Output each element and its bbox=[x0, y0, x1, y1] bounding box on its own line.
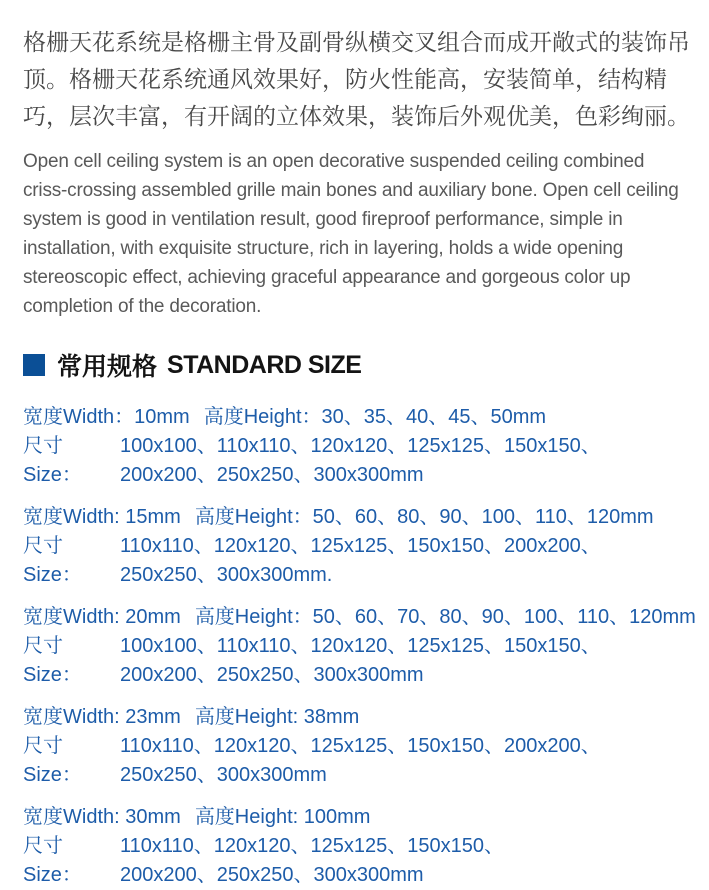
spec-dimension-line bbox=[23, 503, 689, 532]
height-label: 高度Height： bbox=[194, 506, 313, 528]
size-label: 尺寸Size： bbox=[23, 735, 82, 786]
spec-dimension-line bbox=[23, 803, 689, 832]
section-bullet-icon bbox=[23, 354, 45, 376]
section-title-zh: 常用规格 bbox=[57, 353, 158, 381]
height-label: 高度Height： bbox=[194, 606, 313, 628]
size-line: 250x250、300x300mm. bbox=[120, 564, 333, 586]
size-line: 100x100、110x110、120x120、125x125、150x150、 bbox=[120, 435, 601, 457]
spec-block-width-30mm bbox=[23, 803, 689, 890]
size-label: 尺寸Size： bbox=[23, 535, 82, 586]
width-label: 宽度Width: bbox=[23, 706, 120, 728]
spec-block-width-23mm bbox=[23, 703, 689, 790]
height-label: 高度Height: bbox=[194, 706, 299, 728]
size-line: 110x110、120x120、125x125、150x150、200x200、 bbox=[120, 735, 601, 757]
width-label: 宽度Width: bbox=[23, 606, 120, 628]
spec-block-width-10mm bbox=[23, 403, 689, 490]
height-value: 50、60、70、80、90、100、110、120mm bbox=[312, 606, 696, 628]
size-line: 250x250、300x300mm bbox=[120, 764, 327, 786]
size-line: 200x200、250x250、300x300mm bbox=[120, 864, 424, 886]
height-value: 50、60、80、90、100、110、120mm bbox=[312, 506, 654, 528]
size-label: 尺寸Size： bbox=[23, 835, 82, 886]
height-value: 38mm bbox=[298, 706, 360, 728]
spec-size-line bbox=[23, 832, 689, 890]
section-title-en: STANDARD SIZE bbox=[167, 350, 362, 379]
height-label: 高度Height： bbox=[203, 406, 322, 428]
height-label: 高度Height: bbox=[194, 806, 299, 828]
size-label: 尺寸Size： bbox=[23, 635, 82, 686]
width-value: 10mm bbox=[134, 406, 190, 428]
spec-block-width-20mm bbox=[23, 603, 696, 690]
spec-size-line bbox=[23, 732, 689, 790]
width-label: 宽度Width: bbox=[23, 506, 120, 528]
spec-block-width-15mm bbox=[23, 503, 689, 590]
height-value: 100mm bbox=[298, 806, 371, 828]
spec-dimension-line bbox=[23, 603, 696, 632]
spec-dimension-line bbox=[23, 703, 689, 732]
width-label: 宽度Width： bbox=[23, 406, 135, 428]
size-line: 110x110、120x120、125x125、150x150、 bbox=[120, 835, 504, 857]
width-value: 30mm bbox=[119, 806, 181, 828]
size-line: 110x110、120x120、125x125、150x150、200x200、 bbox=[120, 535, 601, 557]
spec-size-line bbox=[23, 432, 689, 490]
width-value: 20mm bbox=[119, 606, 181, 628]
size-line: 100x100、110x110、120x120、125x125、150x150、 bbox=[120, 635, 601, 657]
width-value: 23mm bbox=[119, 706, 181, 728]
size-values bbox=[120, 432, 689, 490]
size-values bbox=[120, 532, 689, 590]
section-heading bbox=[23, 347, 689, 383]
spec-size-line bbox=[23, 632, 689, 690]
intro-paragraph-en: Open cell ceiling system is an open decorative suspended ceiling combined criss-crossing assembled grille main bones and auxiliary bone. Open cell ceiling system is good in ventilation result, good fireproof performance, simple in installation, with exquisite structure, rich in layering, holds a wide opening stereoscopic effect, achieving graceful appearance and gorgeous color up completion of the decoration. bbox=[23, 151, 679, 317]
width-label: 宽度Width: bbox=[23, 806, 120, 828]
height-value: 30、35、40、45、50mm bbox=[321, 406, 547, 428]
size-line: 200x200、250x250、300x300mm bbox=[120, 664, 424, 686]
intro-paragraph-zh: 格栅天花系统是格栅主骨及副骨纵横交叉组合而成开敞式的装饰吊顶。格栅天花系统通风效果好，防火性能高，安装简单，结构精巧，层次丰富，有开阔的立体效果，装饰后外观优美，色彩绚丽。 bbox=[23, 29, 690, 129]
width-value: 15mm bbox=[119, 506, 181, 528]
size-label: 尺寸Size： bbox=[23, 435, 82, 486]
spec-dimension-line bbox=[23, 403, 689, 432]
size-values bbox=[120, 732, 689, 790]
size-line: 200x200、250x250、300x300mm bbox=[120, 464, 424, 486]
size-values bbox=[120, 632, 689, 690]
spec-size-line bbox=[23, 532, 689, 590]
size-values bbox=[120, 832, 689, 890]
